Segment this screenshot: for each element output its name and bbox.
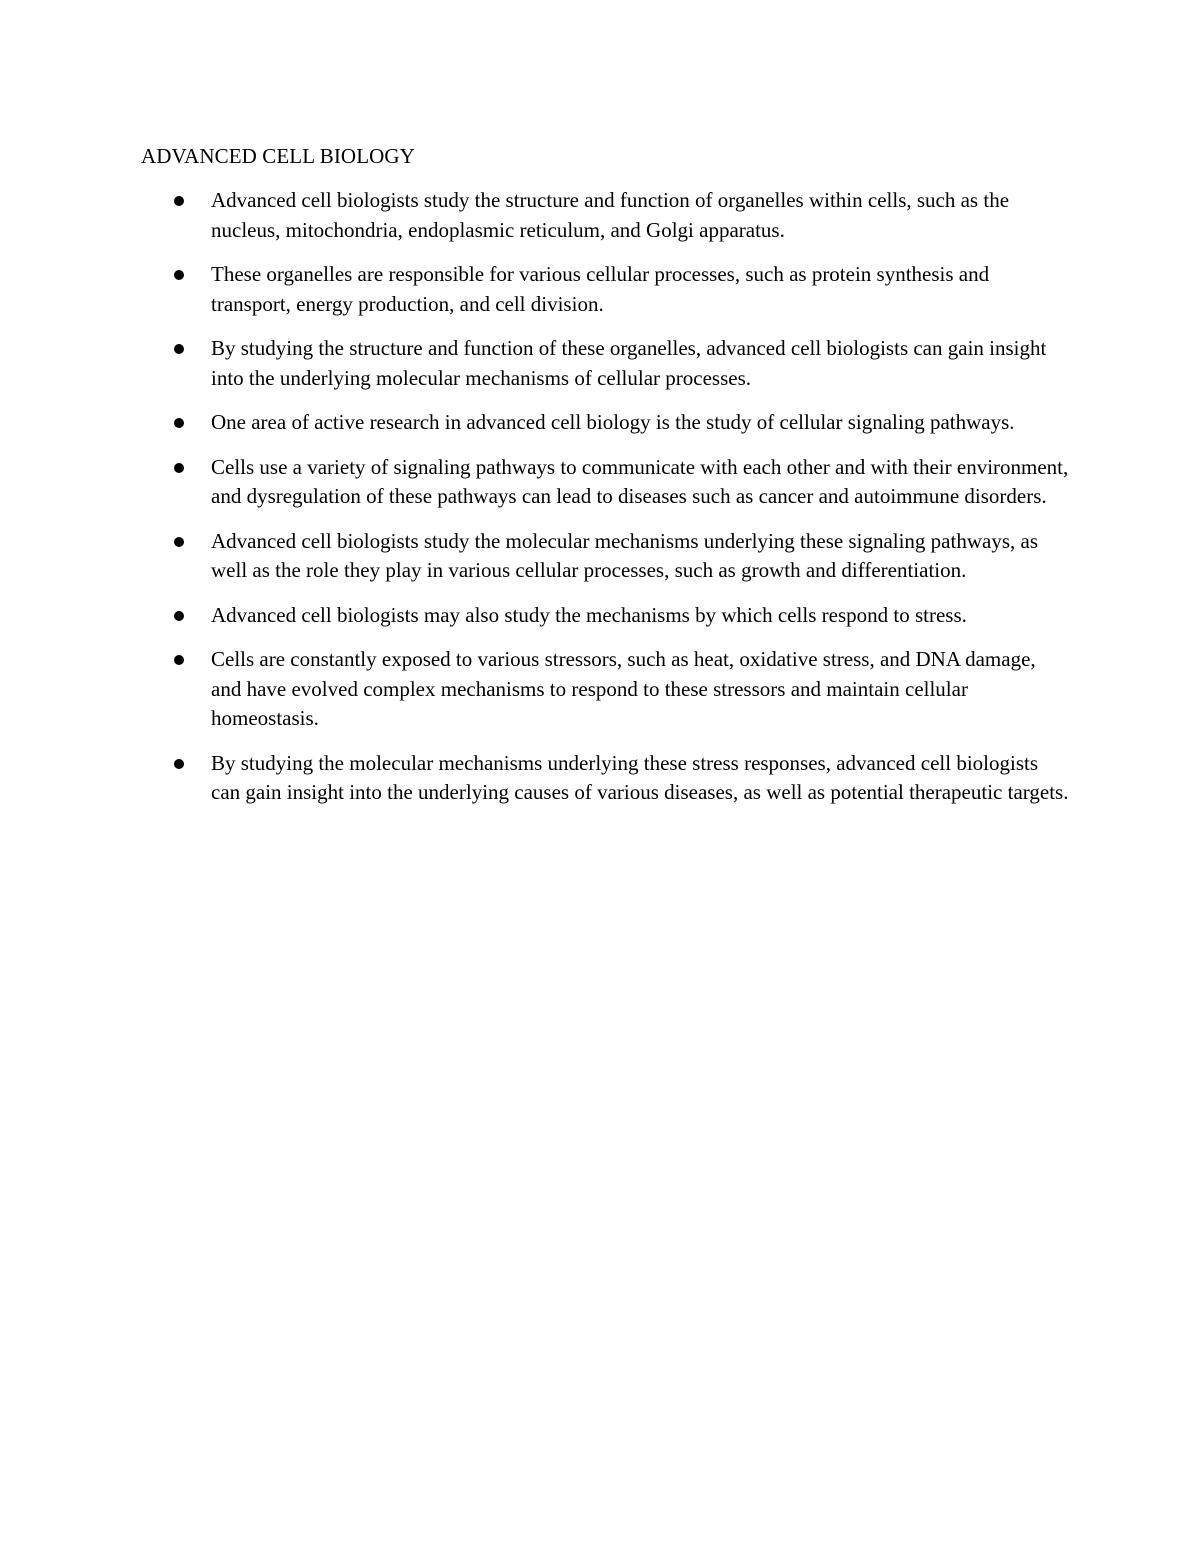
list-item [141,453,1071,512]
list-item [141,186,1071,245]
bullet-list [141,186,1071,808]
list-item [141,645,1071,734]
list-item [141,527,1071,586]
bullet-icon [174,270,184,280]
bullet-text: Advanced cell biologists study the structure and function of organelles within cells, such as the nucleus, mitochondria, endoplasmic reticulum, and Golgi apparatus. [211,188,1010,242]
document-body [141,142,1071,823]
list-item [141,749,1071,808]
bullet-icon [174,463,184,473]
bullet-text: These organelles are responsible for various cellular processes, such as protein synthesis and transport, energy production, and cell division. [211,262,990,316]
bullet-icon [174,418,184,428]
list-item [141,408,1071,438]
bullet-text: Cells use a variety of signaling pathways to communicate with each other and with their environment, and dysregulation of these pathways can lead to diseases such as cancer and autoimmune disorders. [211,454,1069,508]
bullet-text: By studying the molecular mechanisms underlying these stress responses, advanced cell biologists can gain insight into the underlying causes of various diseases, as well as potential therapeutic targets. [211,750,1069,804]
bullet-icon [174,759,184,769]
bullet-text: Cells are constantly exposed to various stressors, such as heat, oxidative stress, and DNA damage, and have evolved complex mechanisms to respond to these stressors and maintain cellular homeostasis. [211,647,1036,730]
list-item [141,601,1071,631]
bullet-icon [174,344,184,354]
bullet-icon [174,537,184,547]
list-item [141,334,1071,393]
bullet-text: Advanced cell biologists may also study the mechanisms by which cells respond to stress. [211,602,967,627]
bullet-text: One area of active research in advanced cell biology is the study of cellular signaling pathways. [211,410,1015,434]
list-item [141,260,1071,319]
document-title: ADVANCED CELL BIOLOGY [141,144,415,168]
bullet-icon [174,196,184,206]
bullet-icon [174,655,184,665]
bullet-text: Advanced cell biologists study the molecular mechanisms underlying these signaling pathways, as well as the role they play in various cellular processes, such as growth and differentiation. [211,528,1038,582]
bullet-icon [174,611,184,621]
bullet-text: By studying the structure and function of these organelles, advanced cell biologists can gain insight into the underlying molecular mechanisms of cellular processes. [211,336,1047,390]
